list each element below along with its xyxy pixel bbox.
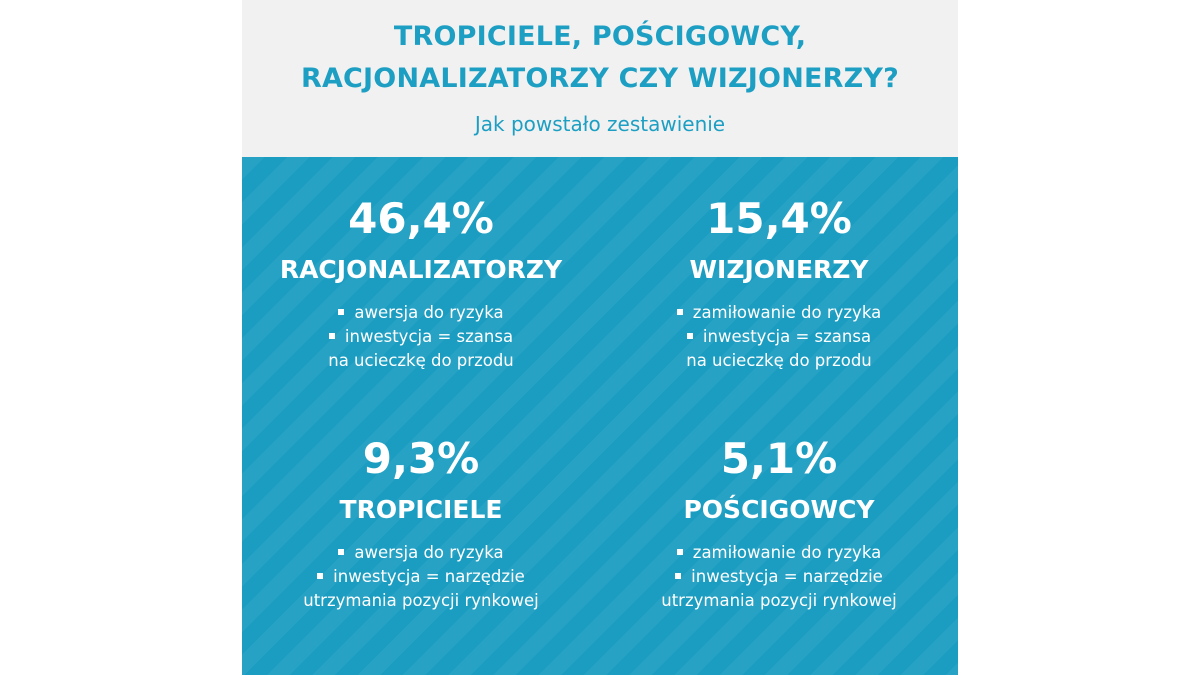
title-line-2: RACJONALIZATORZY CZY WIZJONERZY? xyxy=(300,63,900,94)
infographic-header xyxy=(242,0,958,157)
bullet-line xyxy=(242,301,600,325)
bullet-line xyxy=(600,301,958,325)
subtitle: Jak powstało zestawienie xyxy=(474,112,726,136)
bullet-square-icon xyxy=(677,549,683,555)
bullet-square-icon xyxy=(677,309,683,315)
bullet-square-icon xyxy=(338,309,344,315)
continuation-text: na ucieczkę do przodu xyxy=(328,351,514,370)
segment-name: RACJONALIZATORZY xyxy=(279,255,563,284)
segment-racjonalizatorzy xyxy=(242,193,600,373)
segment-wizjonerzy xyxy=(600,193,958,373)
segments-panel xyxy=(242,157,958,675)
segment-description xyxy=(600,301,958,373)
continuation-text: utrzymania pozycji rynkowej xyxy=(303,591,539,610)
segment-description xyxy=(242,541,600,613)
bullet-text: inwestycja = narzędzie xyxy=(333,567,525,586)
segment-percent: 15,4% xyxy=(706,194,852,243)
segment-name: POŚCIGOWCY xyxy=(683,495,875,524)
bullet-line xyxy=(600,325,958,349)
bullet-text: awersja do ryzyka xyxy=(354,303,504,322)
bullet-text: inwestycja = narzędzie xyxy=(691,567,883,586)
bullet-square-icon xyxy=(338,549,344,555)
segment-poscigowcy xyxy=(600,433,958,613)
bullet-text: zamiłowanie do ryzyka xyxy=(692,543,882,562)
segment-description xyxy=(242,301,600,373)
bullet-text: zamiłowanie do ryzyka xyxy=(692,303,882,322)
bullet-text: awersja do ryzyka xyxy=(354,543,504,562)
segment-percent: 5,1% xyxy=(720,434,838,483)
segment-name: TROPICIELE xyxy=(339,495,503,524)
bullet-square-icon xyxy=(687,333,693,339)
segment-percent: 46,4% xyxy=(348,194,494,243)
bullet-line xyxy=(242,541,600,565)
segment-description xyxy=(600,541,958,613)
segment-name: WIZJONERZY xyxy=(689,255,869,284)
continuation-text: na ucieczkę do przodu xyxy=(686,351,872,370)
segment-tropiciele xyxy=(242,433,600,613)
segment-percent: 9,3% xyxy=(362,434,480,483)
bullet-text: inwestycja = szansa xyxy=(344,327,514,346)
bullet-square-icon xyxy=(317,573,323,579)
bullet-text: inwestycja = szansa xyxy=(702,327,872,346)
title-line-1: TROPICIELE, POŚCIGOWCY, xyxy=(393,21,807,52)
infographic-card xyxy=(242,0,958,675)
bullet-square-icon xyxy=(675,573,681,579)
bullet-line xyxy=(600,541,958,565)
bullet-line xyxy=(242,565,600,589)
continuation-text: utrzymania pozycji rynkowej xyxy=(661,591,897,610)
bullet-line xyxy=(242,325,600,349)
bullet-line xyxy=(600,565,958,589)
bullet-square-icon xyxy=(329,333,335,339)
